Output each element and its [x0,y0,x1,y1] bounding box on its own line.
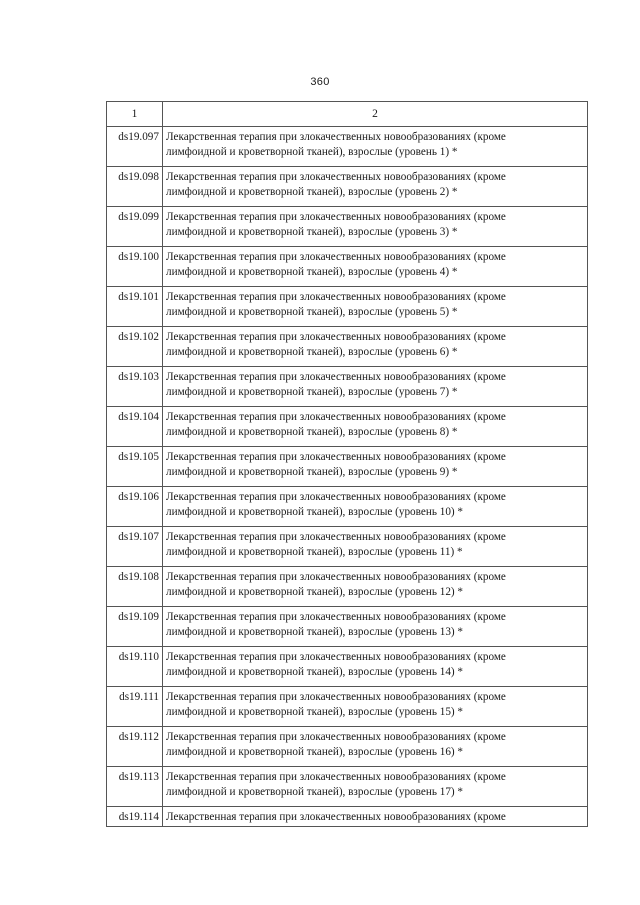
row-description-line: лимфоидной и кроветворной тканей), взрослые (уровень 6) * [166,346,458,358]
row-description [163,527,588,567]
row-description-line: Лекарственная терапия при злокачественных новообразованиях (кроме [166,291,506,303]
table-row [107,167,588,207]
row-description-line: лимфоидной и кроветворной тканей), взрослые (уровень 4) * [166,266,458,278]
row-description [163,487,588,527]
row-description-line: Лекарственная терапия при злокачественных новообразованиях (кроме [166,131,506,143]
row-description-line: Лекарственная терапия при злокачественных новообразованиях (кроме [166,251,506,263]
row-code: ds19.109 [107,607,163,647]
table-row [107,287,588,327]
table-row [107,127,588,167]
row-description [163,167,588,207]
row-description [163,207,588,247]
row-description-line: Лекарственная терапия при злокачественных новообразованиях (кроме [166,171,506,183]
tariff-table [106,101,588,827]
row-description [163,807,588,827]
row-description-line: Лекарственная терапия при злокачественных новообразованиях (кроме [166,811,506,823]
row-description-line: Лекарственная терапия при злокачественных новообразованиях (кроме [166,451,506,463]
row-description-line: Лекарственная терапия при злокачественных новообразованиях (кроме [166,611,506,623]
row-description [163,287,588,327]
row-code: ds19.099 [107,207,163,247]
table-row [107,647,588,687]
row-description-line: лимфоидной и кроветворной тканей), взрослые (уровень 10) * [166,506,464,518]
row-description [163,567,588,607]
row-description-line: лимфоидной и кроветворной тканей), взрослые (уровень 14) * [166,666,464,678]
row-description [163,607,588,647]
table-row [107,487,588,527]
row-description-line: Лекарственная терапия при злокачественных новообразованиях (кроме [166,531,506,543]
row-code: ds19.106 [107,487,163,527]
row-code: ds19.105 [107,447,163,487]
row-description-line: Лекарственная терапия при злокачественных новообразованиях (кроме [166,571,506,583]
row-code: ds19.104 [107,407,163,447]
row-description-line: Лекарственная терапия при злокачественных новообразованиях (кроме [166,411,506,423]
row-description-line: лимфоидной и кроветворной тканей), взрослые (уровень 2) * [166,186,458,198]
row-description-line: Лекарственная терапия при злокачественных новообразованиях (кроме [166,331,506,343]
row-code: ds19.113 [107,767,163,807]
row-description-line: лимфоидной и кроветворной тканей), взрослые (уровень 11) * [166,546,463,558]
table-header-row [107,102,588,127]
row-description [163,727,588,767]
table-row [107,767,588,807]
page-number: 360 [310,76,330,88]
table-row [107,527,588,567]
row-description-line: лимфоидной и кроветворной тканей), взрослые (уровень 3) * [166,226,458,238]
table-row [107,327,588,367]
row-description-line: Лекарственная терапия при злокачественных новообразованиях (кроме [166,771,506,783]
table-row [107,207,588,247]
row-code: ds19.097 [107,127,163,167]
table-row [107,687,588,727]
row-description-line: лимфоидной и кроветворной тканей), взрослые (уровень 9) * [166,466,458,478]
row-description [163,407,588,447]
row-code: ds19.100 [107,247,163,287]
table-row [107,247,588,287]
table-row [107,607,588,647]
row-description-line: Лекарственная терапия при злокачественных новообразованиях (кроме [166,731,506,743]
column-header-name: 2 [163,102,588,127]
row-description-line: лимфоидной и кроветворной тканей), взрослые (уровень 15) * [166,706,464,718]
row-description-line: лимфоидной и кроветворной тканей), взрослые (уровень 1) * [166,146,458,158]
row-code: ds19.101 [107,287,163,327]
table-row [107,727,588,767]
row-code: ds19.110 [107,647,163,687]
row-description-line: Лекарственная терапия при злокачественных новообразованиях (кроме [166,211,506,223]
row-description-line: Лекарственная терапия при злокачественных новообразованиях (кроме [166,371,506,383]
row-description-line: лимфоидной и кроветворной тканей), взрослые (уровень 13) * [166,626,464,638]
row-code: ds19.114 [107,807,163,827]
row-code: ds19.107 [107,527,163,567]
row-description-line: лимфоидной и кроветворной тканей), взрослые (уровень 16) * [166,746,464,758]
column-header-code: 1 [107,102,163,127]
row-description-line: лимфоидной и кроветворной тканей), взрослые (уровень 7) * [166,386,458,398]
table-row [107,807,588,827]
row-description-line: лимфоидной и кроветворной тканей), взрослые (уровень 5) * [166,306,458,318]
row-description-line: Лекарственная терапия при злокачественных новообразованиях (кроме [166,651,506,663]
table-row [107,447,588,487]
row-description-line: лимфоидной и кроветворной тканей), взрослые (уровень 17) * [166,786,464,798]
table-row [107,367,588,407]
row-description-line: Лекарственная терапия при злокачественных новообразованиях (кроме [166,491,506,503]
row-description-line: Лекарственная терапия при злокачественных новообразованиях (кроме [166,691,506,703]
row-description [163,127,588,167]
row-description [163,447,588,487]
row-description [163,767,588,807]
table-row [107,407,588,447]
row-description [163,247,588,287]
row-description [163,367,588,407]
row-code: ds19.112 [107,727,163,767]
row-description-line: лимфоидной и кроветворной тканей), взрослые (уровень 12) * [166,586,464,598]
row-code: ds19.111 [107,687,163,727]
row-code: ds19.108 [107,567,163,607]
row-description-line: лимфоидной и кроветворной тканей), взрослые (уровень 8) * [166,426,458,438]
row-code: ds19.098 [107,167,163,207]
row-description [163,327,588,367]
row-description [163,687,588,727]
row-code: ds19.102 [107,327,163,367]
row-description [163,647,588,687]
table-row [107,567,588,607]
row-code: ds19.103 [107,367,163,407]
